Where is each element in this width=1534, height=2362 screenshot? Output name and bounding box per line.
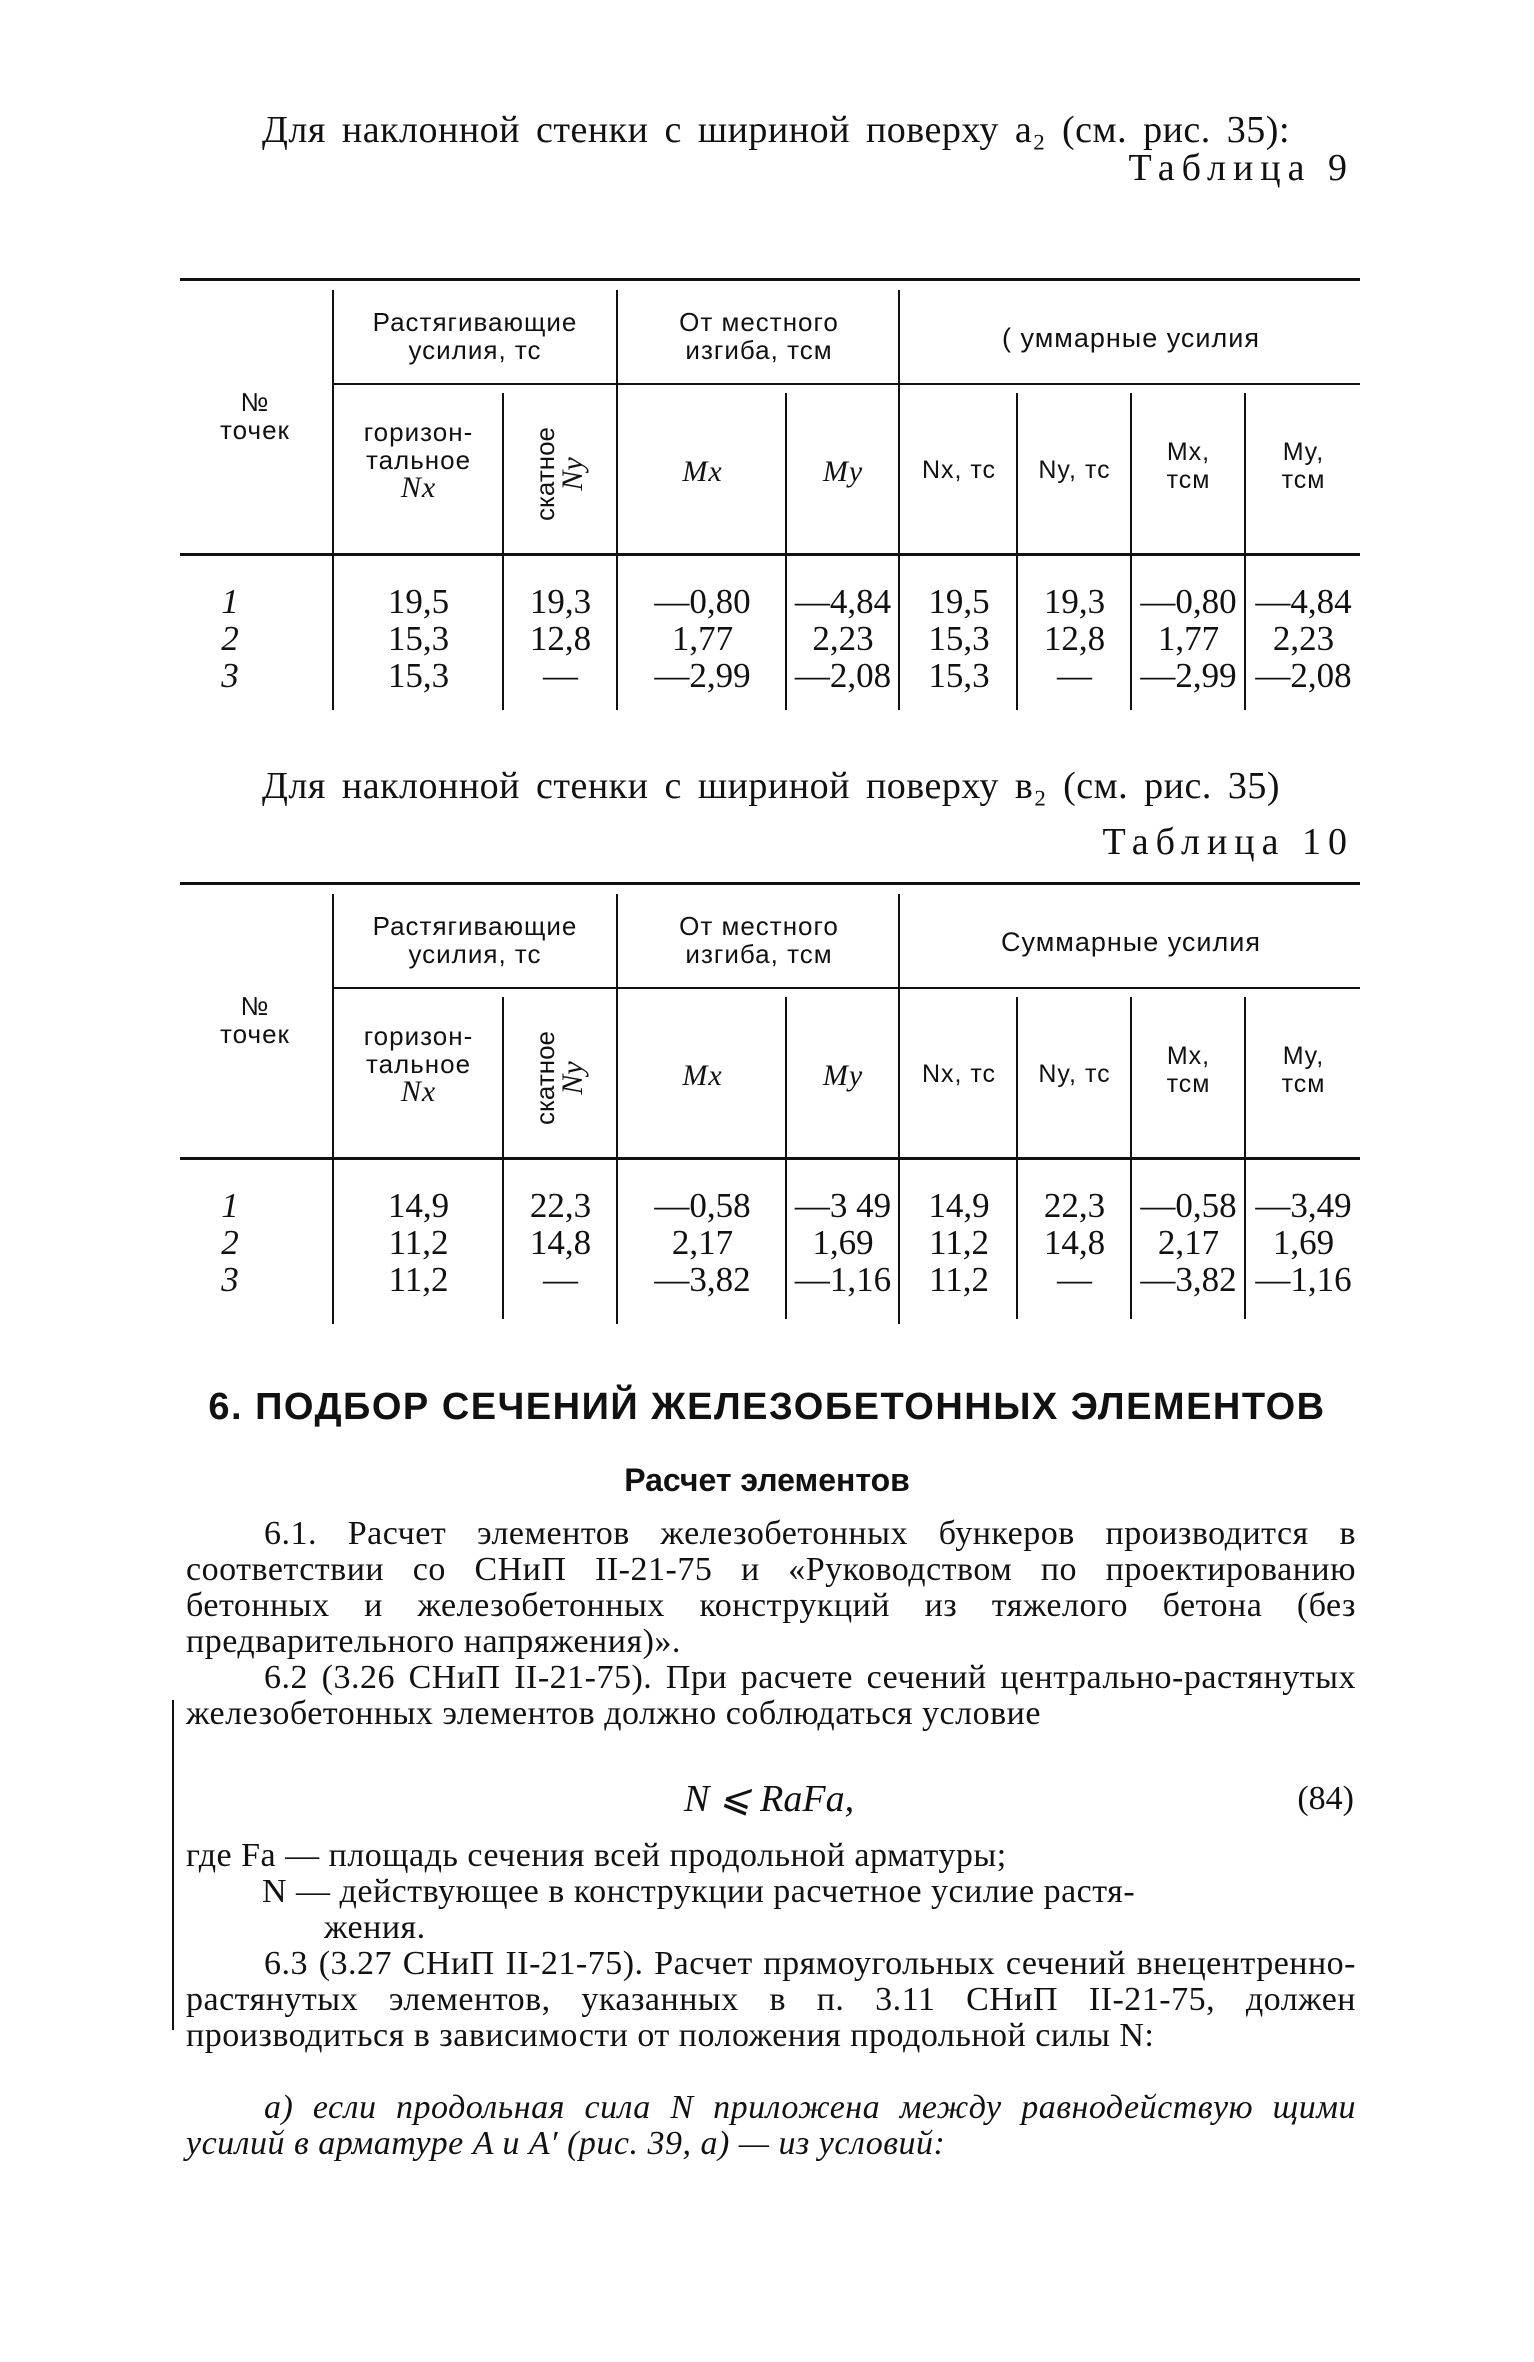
col-sum-nx-header: Nx, тс (921, 1060, 997, 1088)
t10-ny: — (543, 1260, 578, 1299)
t10-sum-ny: 22,3 (1043, 1186, 1106, 1225)
section-title: 6. ПОДБОР СЕЧЕНИЙ ЖЕЛЕЗОБЕТОННЫХ ЭЛЕМЕНТОВ (208, 1386, 1326, 1428)
where-line-1: где Fa — площадь сечения всей продольной арматуры; (186, 1837, 1007, 1874)
table10-intro: Для наклонной стенки с шириной поверху в₂ (см. рис. 35) (262, 765, 1281, 807)
t9-sum-mx: 1,77 (1157, 619, 1220, 658)
t9-mx: 1,77 (671, 619, 734, 658)
t9-ny: — (543, 656, 578, 695)
col-sum-my-header: My, тсм (1281, 1042, 1326, 1098)
t10-my: 1,69 (812, 1223, 874, 1262)
table9-layout (180, 186, 1360, 726)
t10-nx: 14,9 (387, 1186, 450, 1225)
col-sum-ny-header: Ny, тс (1038, 456, 1111, 484)
col-sum-ny-header: Ny, тс (1038, 1060, 1111, 1088)
t10-mx: —3,82 (654, 1260, 751, 1299)
t10-sum-nx: 11,2 (929, 1223, 989, 1262)
t10-point: 1 (221, 1186, 239, 1225)
table9-intro: Для наклонной стенки с шириной поверху a₂ (см. рис. 35): (262, 109, 1291, 151)
t9-my: —4,84 (794, 582, 892, 621)
col-sum-nx-header: Nx, тс (921, 456, 997, 484)
t9-mx: —0,80 (654, 582, 751, 621)
t10-point: 3 (221, 1260, 239, 1299)
col-sum-mx-header: Mx, тсм (1166, 1042, 1211, 1098)
table-10 (180, 882, 1360, 1332)
t10-sum-nx: 14,9 (928, 1186, 990, 1225)
t10-point: 2 (221, 1223, 239, 1262)
t9-my: —2,08 (794, 656, 892, 695)
table9-caption: Таблица 9 (1128, 147, 1354, 189)
t9-nx: 15,3 (387, 656, 450, 695)
t9-nx: 15,3 (387, 619, 450, 658)
t9-point: 2 (221, 619, 239, 658)
paragraph-6-3: 6.3 (3.27 СНиП II-21-75). Расчет прямоугольных сечений внецентренно-растянутых элементов, указанных в п. 3.11 СНиП II-21-75, должен производиться в зависимости от положения продольной силы N: (186, 1945, 1356, 2054)
t10-sum-my: 1,69 (1272, 1223, 1335, 1262)
t9-sum-my: —4,84 (1255, 582, 1352, 621)
t10-sum-mx: —0,58 (1140, 1186, 1237, 1225)
t9-sum-mx: —2,99 (1140, 656, 1237, 695)
t10-sum-ny: 14,8 (1043, 1223, 1106, 1262)
col-horizontal-header: горизон- тальное Nx (363, 417, 474, 504)
paragraph-6-2: 6.2 (3.26 СНиП II-21-75). При расчете сечений центрально-растянутых железобетонных элементов должно соблюдаться условие (186, 1659, 1356, 1732)
t9-sum-ny: — (1057, 656, 1092, 695)
t9-point: 1 (221, 582, 239, 621)
t10-mx: —0,58 (654, 1186, 751, 1225)
col-horizontal-header: горизон- тальное Nx (363, 1021, 474, 1108)
col-num-header: № точек (220, 991, 290, 1049)
col-local-group: От местного изгиба, тсм (679, 911, 839, 969)
t9-sum-my: —2,08 (1255, 656, 1352, 695)
t9-sum-nx: 19,5 (928, 582, 990, 621)
t10-nx: 11,2 (388, 1260, 449, 1299)
t9-sum-ny: 19,3 (1043, 582, 1106, 621)
t9-mx: —2,99 (654, 656, 751, 695)
t9-sum-mx: —0,80 (1140, 582, 1237, 621)
t10-sum-my: —3,49 (1255, 1186, 1352, 1225)
table10-caption: Таблица 10 (1102, 821, 1354, 863)
col-tension-group: Растягивающие усилия, тс (372, 307, 578, 365)
paragraph-6-1: 6.1. Расчет элементов железобетонных бункеров производится в соответствии со СНиП II-21-75 и «Руководством по проектированию бетонных и железобетонных конструкций из тяжелого бетона (без предварительного напряжения)». (186, 1515, 1356, 1660)
t10-sum-mx: 2,17 (1157, 1223, 1220, 1262)
where-line-2b: жения. (324, 1909, 426, 1946)
formula-84: N ⩽ RaFa, (684, 1778, 855, 1820)
t10-my: —1,16 (794, 1260, 892, 1299)
paragraph-6-3-a: а) если продольная сила N приложена между равнодействую щими усилий в арматуре A и A′ (рис. 39, а) — из условий: (186, 2089, 1356, 2162)
t10-sum-nx: 11,2 (929, 1260, 989, 1299)
col-mx-header: Mx (682, 455, 723, 488)
col-sum-group: Суммарные усилия (1001, 927, 1261, 957)
col-num-header: № точек (220, 387, 290, 445)
t9-sum-ny: 12,8 (1043, 619, 1106, 658)
col-sum-group: ( уммарные усилия (1002, 323, 1260, 353)
t10-my: —3 49 (794, 1186, 892, 1225)
equation-number: (84) (1297, 1780, 1354, 1817)
col-my-header: My (822, 455, 864, 488)
t9-sum-nx: 15,3 (928, 619, 990, 658)
col-sum-my-header: My, тсм (1281, 438, 1326, 494)
col-sum-mx-header: Mx, тсм (1166, 438, 1211, 494)
col-tension-group: Растягивающие усилия, тс (372, 911, 578, 969)
t9-sum-nx: 15,3 (928, 656, 990, 695)
t9-nx: 19,5 (387, 582, 450, 621)
col-slope-header: скатное Ny (530, 1030, 589, 1126)
subsection-title: Расчет элементов (624, 1462, 910, 1498)
col-mx-header: Mx (682, 1059, 723, 1092)
t10-nx: 11,2 (388, 1223, 449, 1262)
t10-ny: 14,8 (529, 1223, 592, 1262)
col-my-header: My (822, 1059, 864, 1092)
t10-sum-mx: —3,82 (1140, 1260, 1237, 1299)
margin-bar (172, 1700, 174, 2030)
t9-ny: 12,8 (529, 619, 592, 658)
t9-sum-my: 2,23 (1272, 619, 1335, 658)
col-slope-header: скатное Ny (530, 426, 589, 522)
t10-sum-ny: — (1057, 1260, 1092, 1299)
t10-sum-my: —1,16 (1255, 1260, 1352, 1299)
t9-point: 3 (221, 656, 239, 695)
t9-my: 2,23 (812, 619, 874, 658)
where-line-2: N — действующее в конструкции расчетное усилие растя- (262, 1873, 1136, 1910)
t10-mx: 2,17 (671, 1223, 734, 1262)
col-local-group: От местного изгиба, тсм (679, 307, 839, 365)
table9-frame (180, 186, 1360, 726)
t9-ny: 19,3 (529, 582, 592, 621)
t10-ny: 22,3 (529, 1186, 592, 1225)
